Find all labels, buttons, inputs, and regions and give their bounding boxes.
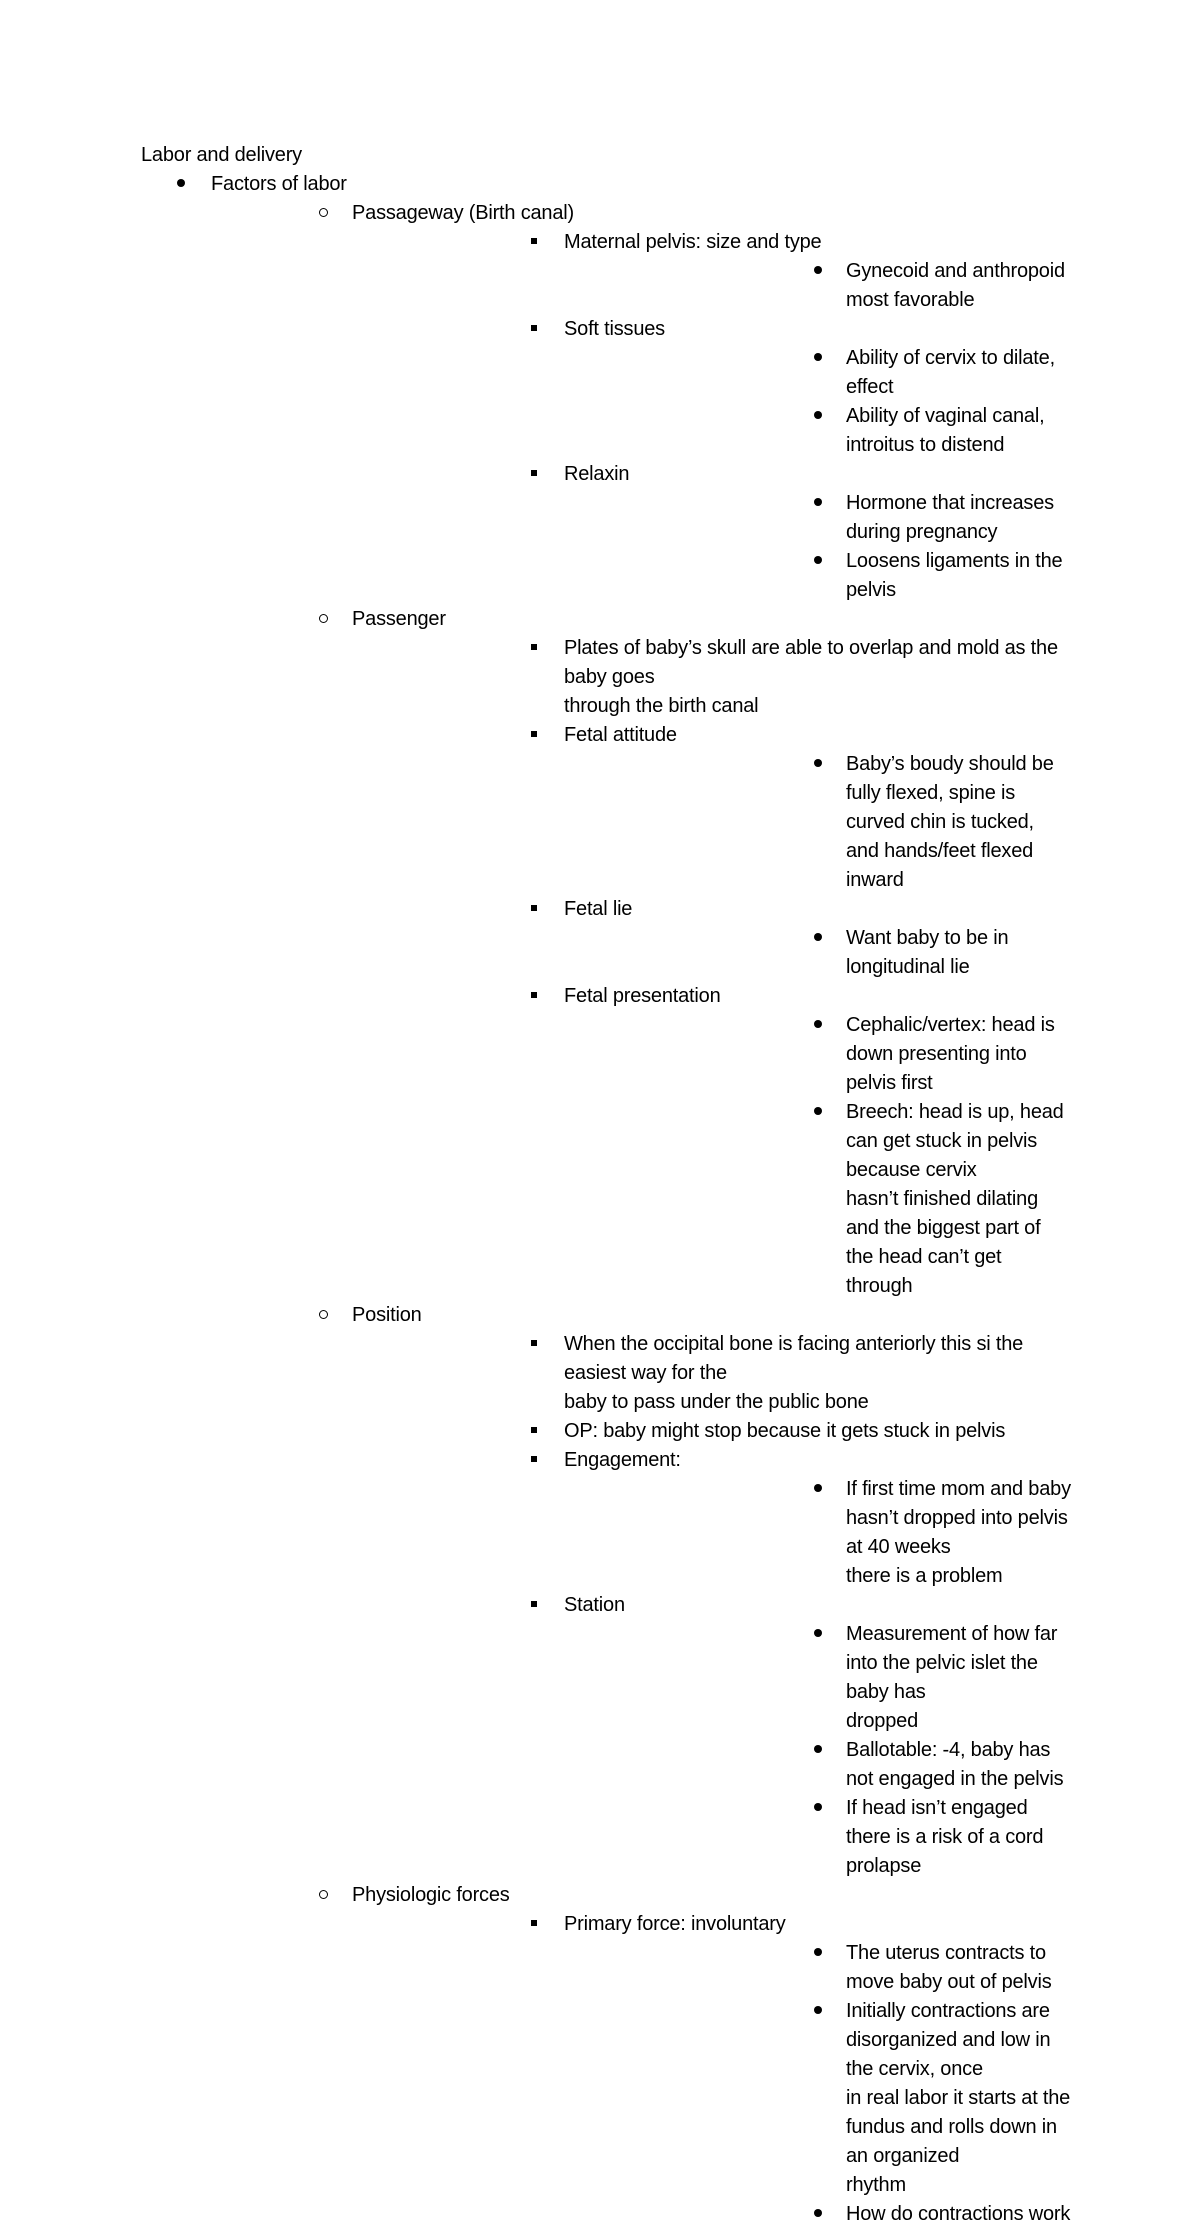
bullet-dot-icon (806, 924, 830, 953)
list-item (211, 1301, 1071, 1881)
outline-level-1 (141, 170, 1071, 2229)
list-item (564, 257, 1071, 315)
bullet-square-icon (522, 1330, 546, 1359)
list-item (564, 1098, 1071, 1301)
note-text: Initially contractions are disorganized and low in the cervix, once (846, 2000, 1051, 2080)
note-text: If first time mom and baby hasn’t dropped into pelvis at 40 weeks (846, 1478, 1071, 1558)
bullet-square-icon (522, 1446, 546, 1475)
outline-level-4 (564, 257, 1071, 315)
note-text: Gynecoid and anthropoid most favorable (846, 260, 1065, 311)
section-passenger: Passenger (352, 608, 446, 630)
subsection-fetal-attitude: Fetal attitude (564, 724, 677, 746)
note-text-continued: rhythm (846, 2174, 906, 2196)
outline-level-3 (352, 634, 1071, 1301)
note-text: OP: baby might stop because it gets stuck in pelvis (564, 1420, 1006, 1442)
outline-level-4 (564, 1011, 1071, 1301)
bullet-square-icon (522, 1910, 546, 1939)
subsection-station: Station (564, 1594, 625, 1616)
list-item (352, 228, 1071, 315)
list-item (352, 634, 1071, 721)
bullet-square-icon (522, 634, 546, 663)
bullet-circle-icon (311, 605, 335, 634)
subsection-maternal-pelvis: Maternal pelvis: size and type (564, 231, 822, 253)
note-text: Ability of cervix to dilate, effect (846, 347, 1055, 398)
subsection-primary-force: Primary force: involuntary (564, 1913, 786, 1935)
note-text: When the occipital bone is facing anteriorly this si the easiest way for the (564, 1333, 1024, 1384)
subsection-fetal-lie: Fetal lie (564, 898, 633, 920)
note-text: Breech: head is up, head can get stuck in pelvis because cervix (846, 1101, 1064, 1181)
bullet-dot-icon (806, 489, 830, 518)
bullet-circle-icon (311, 1881, 335, 1910)
bullet-square-icon (522, 315, 546, 344)
bullet-square-icon (522, 460, 546, 489)
list-item (352, 1417, 1071, 1446)
bullet-dot-icon (806, 1939, 830, 1968)
bullet-dot-icon (806, 1098, 830, 1127)
note-text-continued: through (846, 1275, 913, 1297)
bullet-dot-icon (806, 750, 830, 779)
list-item (564, 1939, 1071, 1997)
note-text-continued: dropped (846, 1710, 918, 1732)
topic-heading: Factors of labor (211, 173, 347, 195)
outline-level-3 (352, 1910, 1071, 2229)
list-item (352, 1591, 1071, 1881)
list-item (352, 721, 1071, 895)
list-item (564, 1794, 1071, 1881)
note-text: Want baby to be in longitudinal lie (846, 927, 1009, 978)
list-item (564, 402, 1071, 460)
list-item (352, 1446, 1071, 1591)
bullet-square-icon (522, 721, 546, 750)
bullet-square-icon (522, 1591, 546, 1620)
section-passageway: Passageway (Birth canal) (352, 202, 574, 224)
note-text: Ballotable: -4, baby has not engaged in the pelvis (846, 1739, 1064, 1790)
note-text-continued: and hands/feet flexed inward (846, 840, 1034, 891)
note-text: If head isn’t engaged there is a risk of a cord prolapse (846, 1797, 1044, 1877)
list-item (141, 170, 1071, 2229)
note-text: Hormone that increases during pregnancy (846, 492, 1054, 543)
list-item (211, 199, 1071, 605)
list-item (352, 1910, 1071, 2229)
notes-document (141, 141, 1071, 2229)
list-item (211, 605, 1071, 1301)
list-item (564, 489, 1071, 547)
outline-level-4 (564, 750, 1071, 895)
note-text: Ability of vaginal canal, introitus to distend (846, 405, 1045, 456)
subsection-fetal-presentation: Fetal presentation (564, 985, 721, 1007)
bullet-dot-icon (806, 1736, 830, 1765)
bullet-circle-icon (311, 199, 335, 228)
list-item (352, 315, 1071, 460)
outline-level-4 (564, 924, 1071, 982)
bullet-square-icon (522, 228, 546, 257)
note-text: Measurement of how far into the pelvic islet the baby has (846, 1623, 1058, 1703)
outline-level-3 (352, 1330, 1071, 1881)
section-physiologic-forces: Physiologic forces (352, 1884, 510, 1906)
list-item (352, 460, 1071, 605)
bullet-square-icon (522, 1417, 546, 1446)
note-text-continued: in real labor it starts at the fundus and rolls down in an organized (846, 2087, 1071, 2167)
bullet-square-icon (522, 895, 546, 924)
note-text: The uterus contracts to move baby out of pelvis (846, 1942, 1052, 1993)
list-item (211, 1881, 1071, 2229)
subsection-engagement: Engagement: (564, 1449, 681, 1471)
section-position: Position (352, 1304, 422, 1326)
list-item (564, 547, 1071, 605)
bullet-dot-icon (806, 1620, 830, 1649)
outline-level-4 (564, 1475, 1071, 1591)
list-item (564, 1736, 1071, 1794)
bullet-circle-icon (311, 1301, 335, 1330)
bullet-dot-icon (806, 402, 830, 431)
bullet-dot-icon (169, 170, 193, 199)
note-text: Cephalic/vertex: head is down presenting into pelvis first (846, 1014, 1055, 1094)
bullet-dot-icon (806, 1794, 830, 1823)
list-item (564, 1997, 1071, 2200)
list-item (352, 1330, 1071, 1417)
bullet-dot-icon (806, 1011, 830, 1040)
list-item (352, 982, 1071, 1301)
outline-level-3 (352, 228, 1071, 605)
list-item (564, 1011, 1071, 1098)
document-title: Labor and delivery (141, 144, 302, 166)
list-item (564, 924, 1071, 982)
note-text: Plates of baby’s skull are able to overlap and mold as the baby goes (564, 637, 1058, 688)
note-text: How do contractions work (846, 2203, 1071, 2225)
note-text-continued: hasn’t finished dilating and the biggest part of the head can’t get (846, 1188, 1041, 1268)
subsection-soft-tissues: Soft tissues (564, 318, 665, 340)
list-item (564, 1620, 1071, 1736)
list-item (564, 2200, 1071, 2229)
bullet-square-icon (522, 982, 546, 1011)
list-item (352, 895, 1071, 982)
note-text-continued: there is a problem (846, 1565, 1003, 1587)
bullet-dot-icon (806, 1997, 830, 2026)
bullet-dot-icon (806, 344, 830, 373)
note-text: Baby’s boudy should be fully flexed, spine is curved chin is tucked, (846, 753, 1054, 833)
outline-level-4 (564, 489, 1071, 605)
note-text-continued: through the birth canal (564, 695, 759, 717)
list-item (564, 1475, 1071, 1591)
list-item (564, 750, 1071, 895)
outline-level-4 (564, 1939, 1071, 2229)
note-text: Loosens ligaments in the pelvis (846, 550, 1063, 601)
bullet-dot-icon (806, 2200, 830, 2229)
subsection-relaxin: Relaxin (564, 463, 630, 485)
outline-level-4 (564, 344, 1071, 460)
bullet-dot-icon (806, 547, 830, 576)
outline-level-2 (211, 199, 1071, 2229)
note-text-continued: baby to pass under the public bone (564, 1391, 869, 1413)
outline-level-4 (564, 1620, 1071, 1881)
bullet-dot-icon (806, 1475, 830, 1504)
list-item (564, 344, 1071, 402)
bullet-dot-icon (806, 257, 830, 286)
